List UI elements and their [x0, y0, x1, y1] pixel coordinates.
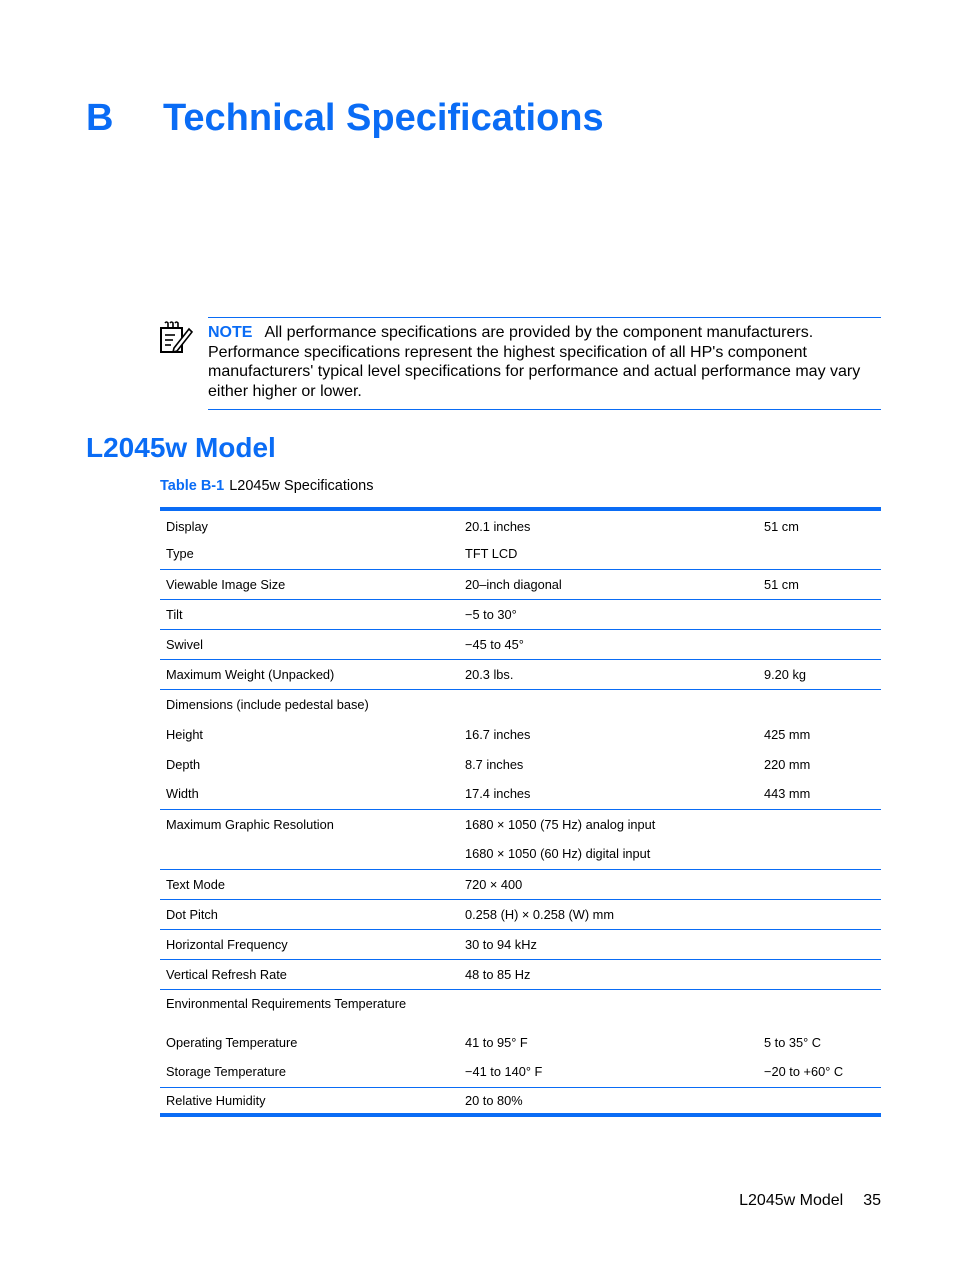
spec-label: Storage Temperature	[166, 1064, 286, 1080]
spec-value: −5 to 30°	[459, 599, 758, 629]
spec-value: 17.4 inches	[465, 786, 531, 802]
note-pad-icon	[158, 320, 194, 356]
spec-metric: 51 cm	[764, 519, 799, 534]
spec-value: 8.7 inches	[465, 756, 524, 772]
spec-label: Maximum Graphic Resolution	[160, 809, 459, 839]
spec-value: 720 × 400	[459, 869, 758, 899]
spec-metric	[758, 539, 881, 569]
table-row	[160, 539, 881, 569]
spec-value: 20–inch diagonal	[459, 569, 758, 599]
spec-label: Tilt	[160, 599, 459, 629]
table-row	[160, 689, 881, 719]
spec-label: Swivel	[160, 629, 459, 659]
table-row	[160, 959, 881, 989]
spec-value: 20.1 inches	[465, 519, 531, 534]
table-row	[160, 1057, 881, 1087]
section-title: L2045w Model	[86, 432, 276, 463]
page-number: 35	[863, 1192, 881, 1209]
spec-value: 1680 × 1050 (60 Hz) digital input	[465, 846, 651, 862]
spec-label: Display	[166, 519, 208, 534]
table-row	[160, 869, 881, 899]
table-row	[160, 659, 881, 689]
table-row	[160, 839, 881, 869]
spec-value: 48 to 85 Hz	[459, 959, 758, 989]
spec-table	[160, 507, 881, 1117]
spec-value: 20.3 lbs.	[459, 659, 758, 689]
note-label: NOTE	[208, 324, 253, 341]
spec-metric	[758, 689, 881, 719]
spec-metric	[758, 809, 881, 839]
spec-value: 1680 × 1050 (75 Hz) analog input	[459, 809, 758, 839]
table-caption-label: Table B-1	[160, 478, 225, 494]
spec-label: Height	[166, 726, 203, 742]
spec-metric: 220 mm	[764, 756, 811, 772]
spec-metric	[758, 629, 881, 659]
spec-metric	[758, 929, 881, 959]
spec-value: 30 to 94 kHz	[459, 929, 758, 959]
table-row	[160, 1027, 881, 1057]
spec-metric	[758, 1087, 881, 1115]
spec-metric: 5 to 35° C	[764, 1034, 822, 1050]
table-caption	[160, 477, 374, 495]
spec-value: 20 to 80%	[459, 1087, 758, 1115]
spec-value: 0.258 (H) × 0.258 (W) mm	[459, 899, 758, 929]
spec-label: Dimensions (include pedestal base)	[160, 689, 459, 719]
spec-value: −45 to 45°	[459, 629, 758, 659]
spec-metric	[758, 599, 881, 629]
spec-label: Operating Temperature	[166, 1034, 298, 1050]
spec-metric	[758, 869, 881, 899]
table-row	[160, 629, 881, 659]
spec-label: Environmental Requirements Temperature	[160, 989, 459, 1027]
spec-metric: 443 mm	[764, 786, 811, 802]
chapter-letter: B	[86, 97, 114, 139]
spec-value: −41 to 140° F	[465, 1064, 543, 1080]
spec-label: Horizontal Frequency	[160, 929, 459, 959]
spec-metric: −20 to +60° C	[764, 1064, 844, 1080]
spec-label: Depth	[166, 756, 201, 772]
footer-section: L2045w Model	[739, 1192, 844, 1209]
spec-value: TFT LCD	[465, 546, 518, 562]
table-row	[160, 1087, 881, 1115]
chapter-heading	[86, 96, 604, 140]
spec-label: Dot Pitch	[160, 899, 459, 929]
note-box	[208, 317, 881, 410]
spec-metric	[758, 959, 881, 989]
spec-label: Relative Humidity	[160, 1087, 459, 1115]
table-row	[160, 749, 881, 779]
spec-label: Vertical Refresh Rate	[160, 959, 459, 989]
table-row	[160, 929, 881, 959]
spec-value	[459, 689, 758, 719]
spec-value: 41 to 95° F	[465, 1034, 528, 1050]
spec-metric	[758, 899, 881, 929]
table-row	[160, 899, 881, 929]
spec-metric	[758, 989, 881, 1027]
table-row	[160, 779, 881, 809]
chapter-title: Technical Specifications	[163, 97, 604, 139]
spec-label: Maximum Weight (Unpacked)	[160, 659, 459, 689]
table-caption-text: L2045w Specifications	[229, 478, 374, 494]
table-row	[160, 569, 881, 599]
table-row	[160, 989, 881, 1027]
spec-metric: 51 cm	[758, 569, 881, 599]
spec-label: Text Mode	[160, 869, 459, 899]
spec-label: Type	[166, 546, 194, 562]
spec-metric: 425 mm	[764, 726, 811, 742]
table-row	[160, 719, 881, 749]
spec-label: Width	[166, 786, 199, 802]
page-footer	[739, 1191, 881, 1211]
spec-label: Viewable Image Size	[160, 569, 459, 599]
spec-value	[459, 989, 758, 1027]
spec-label	[160, 839, 459, 869]
note-text: All performance specifications are provided by the component manufacturers. Performance specifications represent the highest specification of all HP's component manufacturers' typical level specifications for performance and actual performance may vary either higher or lower.	[208, 324, 861, 400]
spec-metric	[758, 839, 881, 869]
spec-metric: 9.20 kg	[758, 659, 881, 689]
spec-value: 16.7 inches	[465, 726, 531, 742]
table-row	[160, 599, 881, 629]
table-row	[160, 509, 881, 539]
table-row	[160, 809, 881, 839]
